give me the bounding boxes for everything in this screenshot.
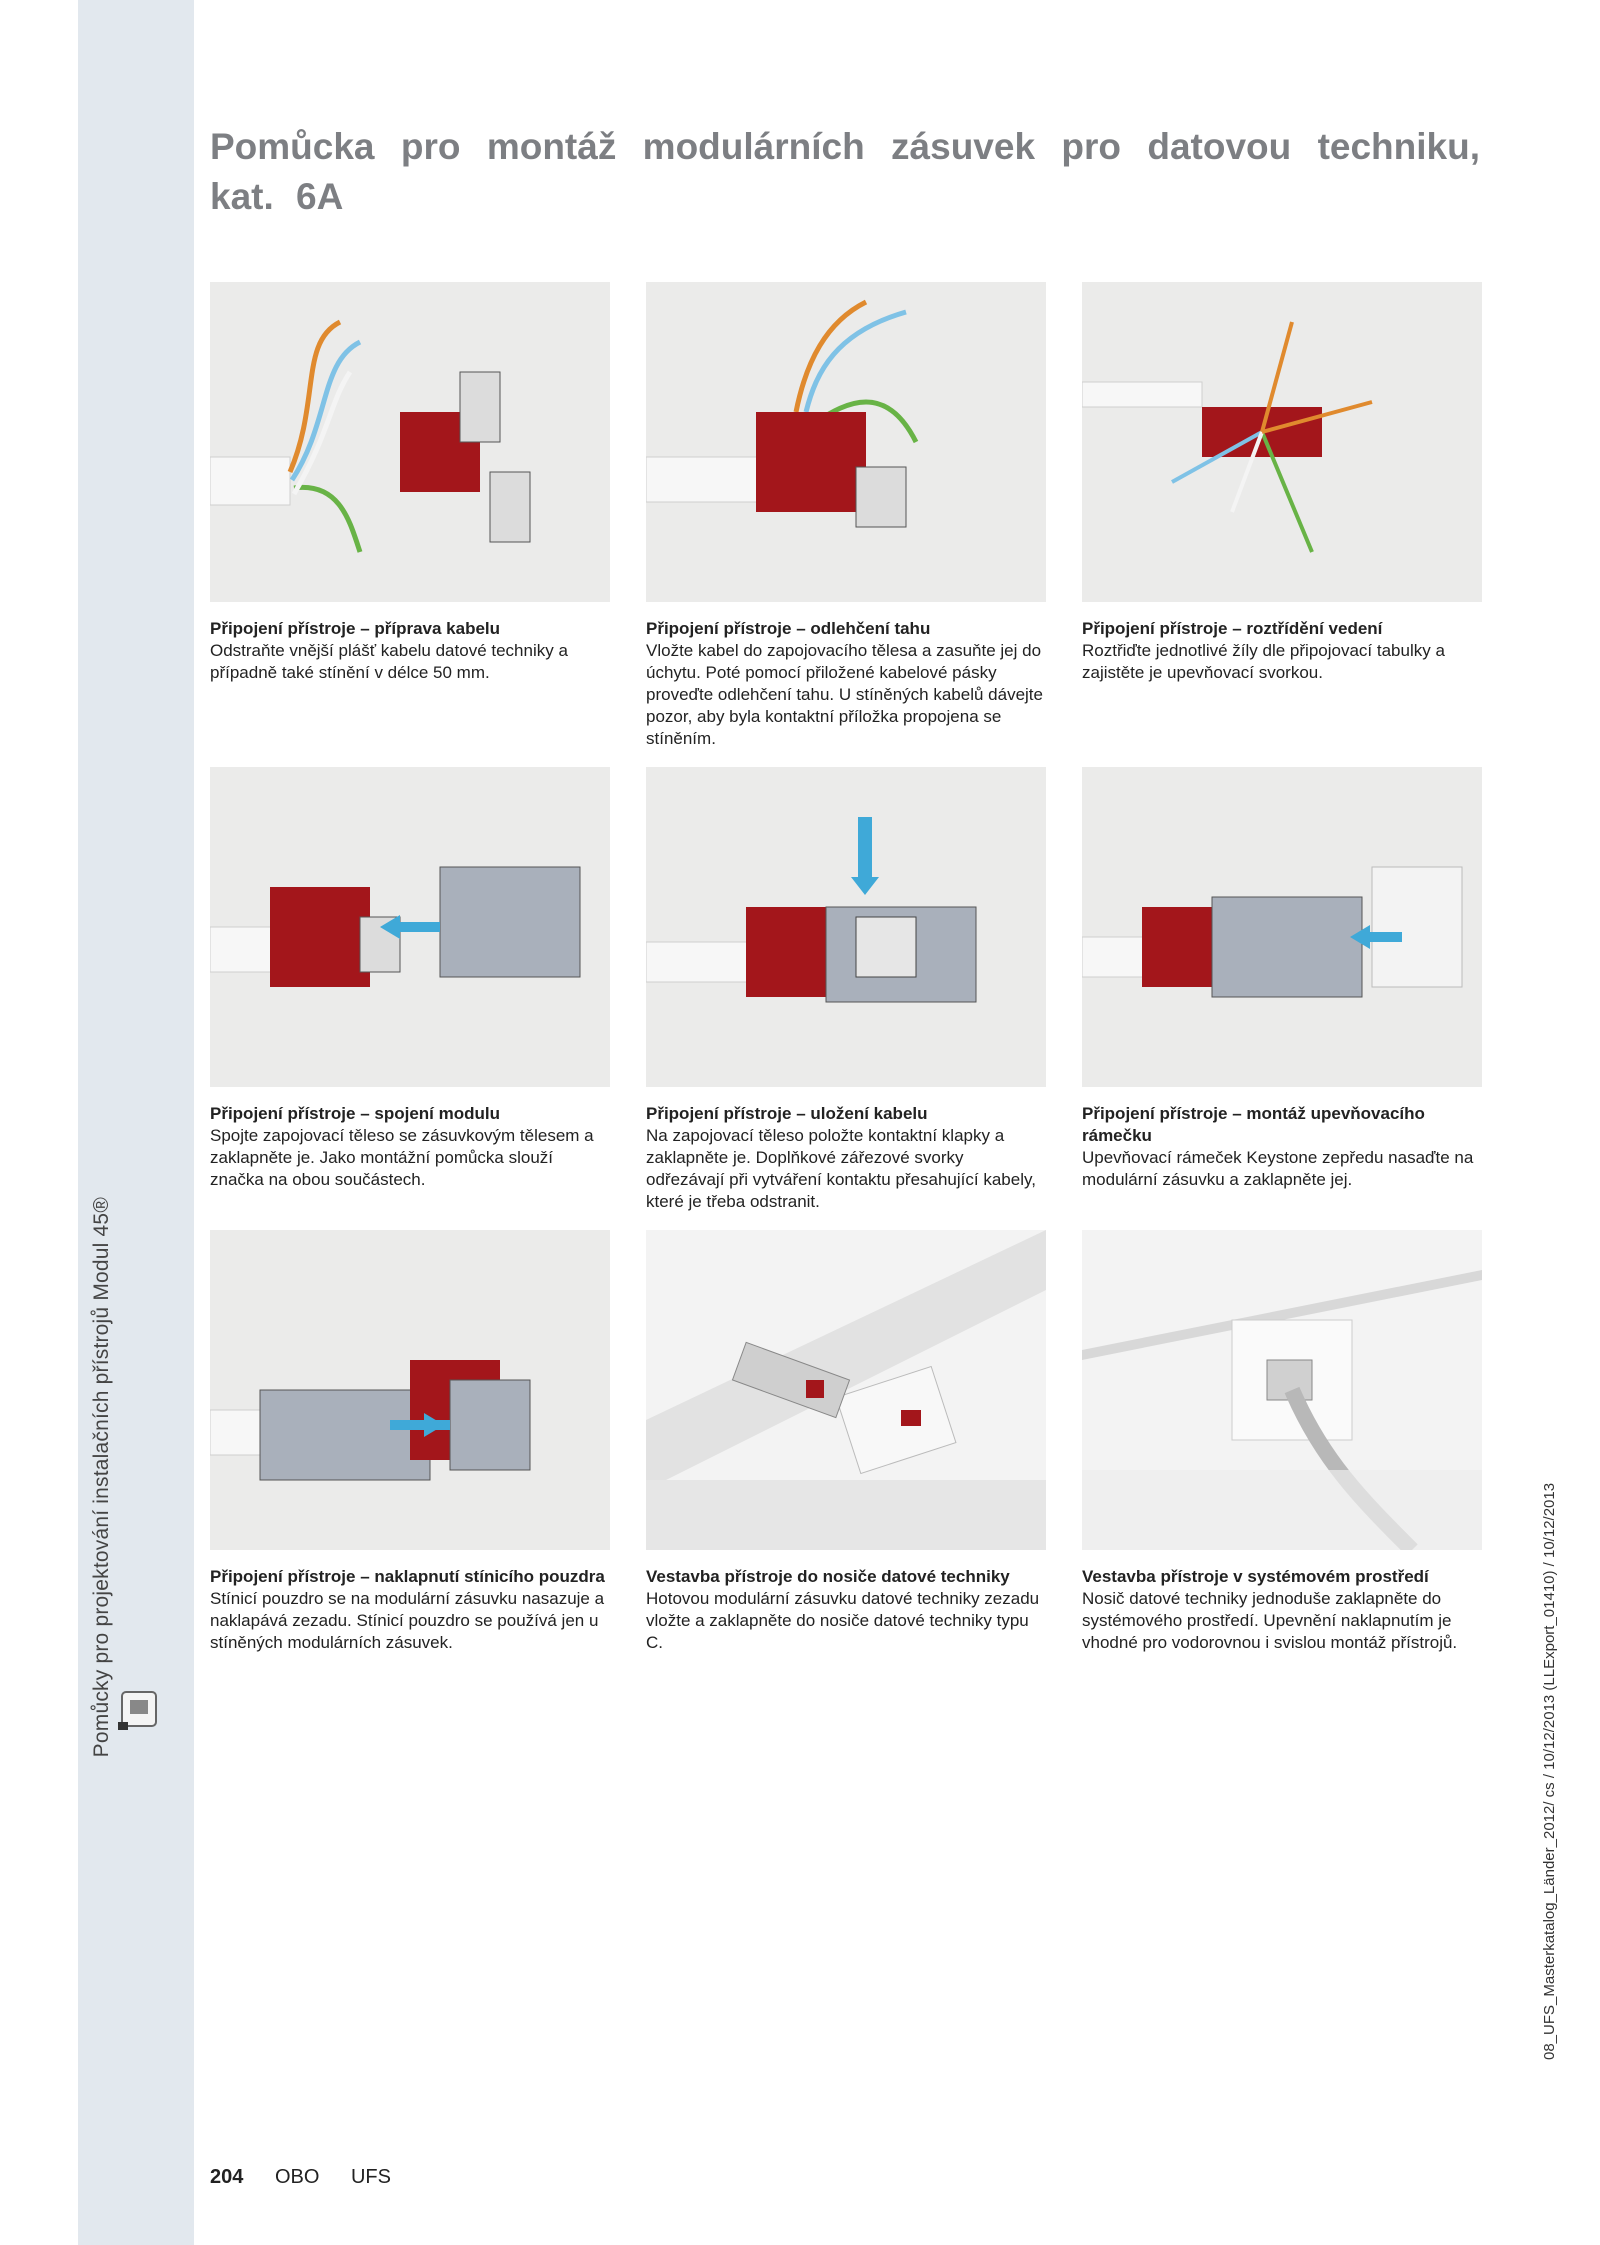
step-photo-9 [1082, 1230, 1482, 1550]
step-text-8: Hotovou modulární zásuvku datové techniky zezadu vložte a zaklapněte do nosiče datové techniky typu C. [646, 1589, 1040, 1652]
step-photo-8 [646, 1230, 1046, 1550]
step-photo-7 [210, 1230, 610, 1550]
print-meta: 08_UFS_Masterkatalog_Länder_2012/ cs / 10/12/2013 (LLExport_01410) / 10/12/2013 [1541, 1482, 1558, 2060]
page-number: 204 [210, 2166, 244, 2188]
footer-brand: OBO [274, 2166, 320, 2188]
step-title-9: Vestavba přístroje v systémovém prostředí [1082, 1567, 1429, 1586]
step-text-3: Roztřiďte jednotlivé žíly dle připojovací tabulky a zajistěte je upevňovací svorkou. [1082, 641, 1445, 682]
step-text-2: Vložte kabel do zapojovacího tělesa a zasuňte jej do úchytu. Poté pomocí přiložené kabelové pásky proveďte odlehčení tahu. U stíněných kabelů dávejte pozor, aby byla kontaktní příložka propojena se stíněním. [646, 641, 1043, 748]
footer-section: UFS [350, 2166, 391, 2188]
step-photo-1 [210, 282, 610, 602]
step-text-5: Na zapojovací těleso položte kontaktní klapky a zaklapněte je. Doplňkové zářezové svorky odřezávají při vytváření kontaktu přesahující kabely, které je třeba odstranit. [646, 1126, 1036, 1211]
step-title-4: Připojení přístroje – spojení modulu [210, 1104, 500, 1123]
step-title-6: Připojení přístroje – montáž upevňovacího rámečku [1082, 1104, 1425, 1145]
step-photo-5 [646, 767, 1046, 1087]
step-card-3 [1082, 282, 1482, 684]
step-card-4 [210, 767, 610, 1191]
step-card-7 [210, 1230, 610, 1654]
step-text-4: Spojte zapojovací těleso se zásuvkovým tělesem a zaklapněte je. Jako montážní pomůcka slouží značka na obou součástech. [210, 1126, 594, 1189]
step-photo-6 [1082, 767, 1482, 1087]
page-title: Pomůcka pro montáž modulárních zásuvek pro datovou techniku, kat. 6A [210, 126, 1480, 217]
step-text-1: Odstraňte vnější plášť kabelu datové techniky a případně také stínění v délce 50 mm. [210, 641, 568, 682]
step-card-8 [646, 1230, 1046, 1654]
step-title-2: Připojení přístroje – odlehčení tahu [646, 619, 931, 638]
step-card-5 [646, 767, 1046, 1213]
step-text-9: Nosič datové techniky jednoduše zaklapněte do systémového prostředí. Upevnění naklapnutím je vhodné pro vodorovnou i svislou montáž přístrojů. [1082, 1589, 1458, 1652]
step-text-7: Stínicí pouzdro se na modulární zásuvku nasazuje a naklapává zezadu. Stínicí pouzdro se používá jen u stíněných modulárních zásuvek. [210, 1589, 605, 1652]
step-photo-4 [210, 767, 610, 1087]
step-title-3: Připojení přístroje – roztřídění vedení [1082, 619, 1383, 638]
step-photo-2 [646, 282, 1046, 602]
step-title-1: Připojení přístroje – příprava kabelu [210, 619, 501, 638]
socket-module-icon [116, 1684, 164, 1734]
step-card-1 [210, 282, 610, 684]
step-text-6: Upevňovací rámeček Keystone zepředu nasaďte na modulární zásuvku a zaklapněte jej. [1082, 1148, 1474, 1189]
step-card-9 [1082, 1230, 1482, 1654]
step-card-2 [646, 282, 1046, 750]
step-photo-3 [1082, 282, 1482, 602]
step-title-7: Připojení přístroje – naklapnutí stínicího pouzdra [210, 1567, 605, 1586]
step-card-6 [1082, 767, 1482, 1191]
step-title-8: Vestavba přístroje do nosiče datové techniky [646, 1567, 1010, 1586]
side-label-container [78, 0, 194, 2245]
side-label: Pomůcky pro projektování instalačních přístrojů Modul 45® [90, 1197, 113, 1758]
page-footer [210, 2166, 391, 2189]
step-title-5: Připojení přístroje – uložení kabelu [646, 1104, 928, 1123]
